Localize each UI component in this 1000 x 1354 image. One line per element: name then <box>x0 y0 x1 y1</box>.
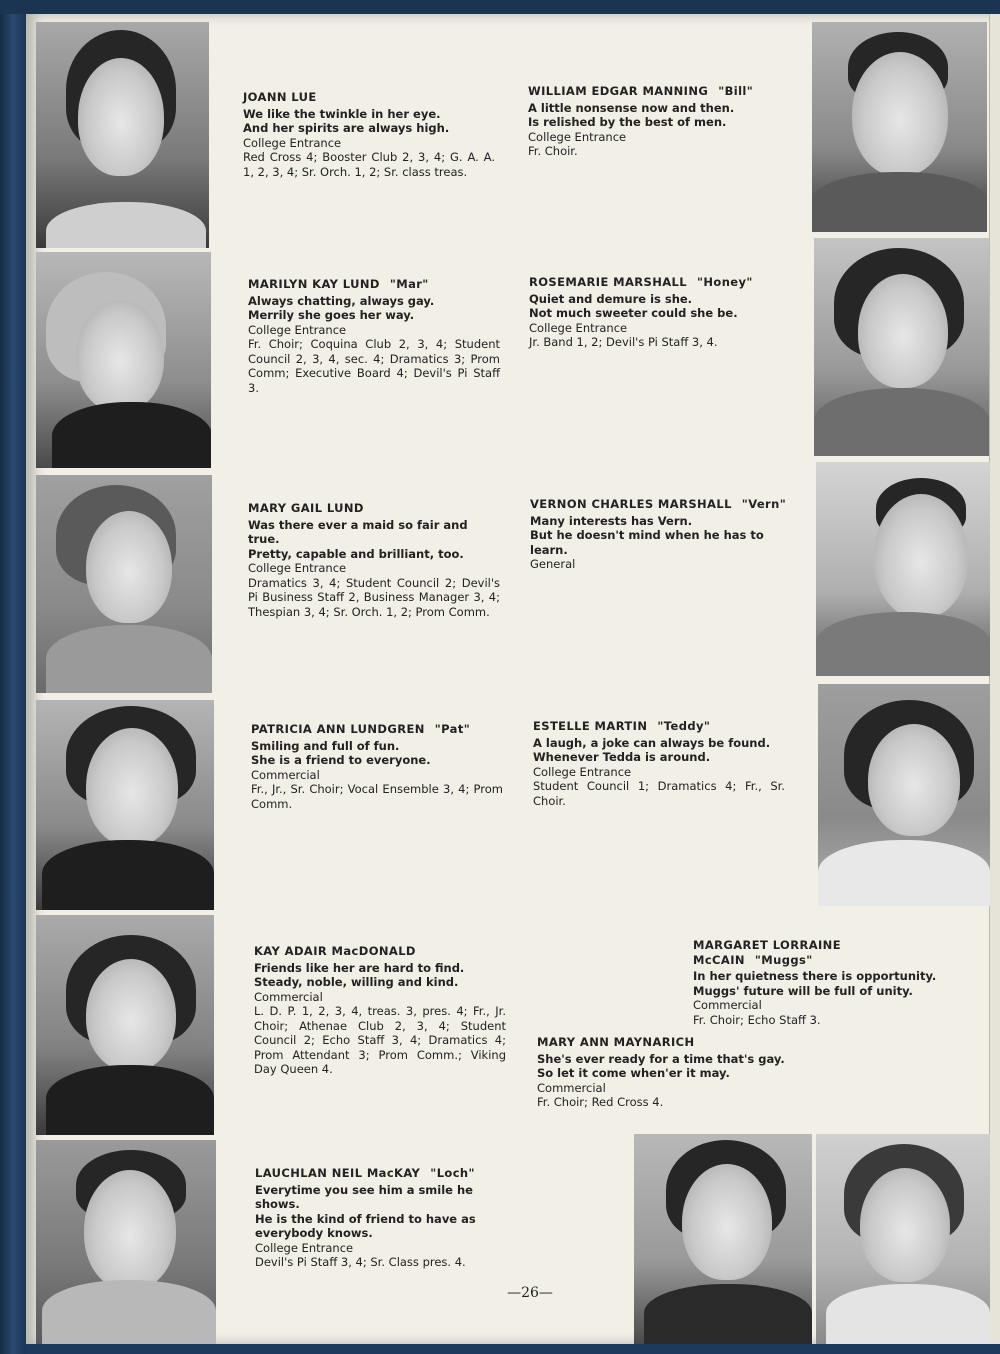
student-course: College Entrance <box>255 1240 354 1255</box>
portrait-mary-ann-maynarich <box>634 1134 812 1344</box>
student-nickname: "Bill" <box>718 84 754 98</box>
student-name: KAY ADAIR MacDONALD <box>254 944 416 958</box>
book-binding <box>0 0 26 1354</box>
student-name: LAUCHLAN NEIL MacKAY <box>255 1166 421 1180</box>
student-motto: Many interests has Vern. But he doesn't mind when he has to learn. <box>530 513 764 557</box>
portrait-kay-adair-macdonald <box>36 915 214 1135</box>
entry-estelle-martin <box>533 719 785 808</box>
portrait-lauchlan-neil-mackay <box>36 1140 216 1344</box>
student-name: MARILYN KAY LUND <box>248 277 380 291</box>
student-course: Commercial <box>251 767 320 782</box>
student-nickname: "Muggs" <box>754 952 813 967</box>
page-number: —26— <box>507 1285 553 1301</box>
entry-mary-ann-maynarich <box>537 1035 797 1110</box>
portrait-joann-lue <box>36 22 209 248</box>
student-nickname: "Vern" <box>741 497 787 511</box>
student-activities: L. D. P. 1, 2, 3, 4, treas. 3, pres. 4; Fr., Jr. Choir; Athenae Club 2, 3, 4; Student Council 2; Echo Staff 3, 4; Dramatics 4; Prom Attendant 3; Prom Comm.; Viking Day Queen 4. <box>254 1004 506 1076</box>
student-course: College Entrance <box>533 764 632 779</box>
student-activities: Fr. Choir; Coquina Club 2, 3, 4; Student Council 2, 3, 4, sec. 4; Dramatics 3; Prom Comm; Executive Board 4; Devil's Pi Staff 3. <box>248 337 500 395</box>
student-activities: Jr. Band 1, 2; Devil's Pi Staff 3, 4. <box>529 335 718 349</box>
portrait-estelle-martin <box>818 684 990 906</box>
student-activities: Devil's Pi Staff 3, 4; Sr. Class pres. 4. <box>255 1255 466 1269</box>
entry-joann-lue <box>243 90 495 179</box>
portrait-mary-gail-lund <box>36 475 212 693</box>
student-name: VERNON CHARLES MARSHALL <box>530 497 732 511</box>
student-motto: She's ever ready for a time that's gay. So let it come when'er it may. <box>537 1051 785 1080</box>
student-motto: In her quietness there is opportunity. Muggs' future will be full of unity. <box>693 969 937 998</box>
student-course: Commercial <box>693 998 762 1012</box>
student-course: College Entrance <box>248 561 347 575</box>
student-name: MARGARET LORRAINE McCAIN <box>693 938 841 967</box>
book-top-edge <box>0 0 1000 14</box>
entry-margaret-lorraine-mccain <box>693 938 955 1027</box>
student-name: MARY ANN MAYNARICH <box>537 1035 695 1049</box>
portrait-margaret-lorraine-mccain <box>816 1134 990 1344</box>
entry-patricia-ann-lundgren <box>251 722 503 811</box>
student-course: General <box>530 557 576 571</box>
student-motto: Friends like her are hard to find. Steady, noble, willing and kind. <box>254 960 465 989</box>
student-activities: Fr. Choir; Red Cross 4. <box>537 1095 664 1109</box>
student-motto: We like the twinkle in her eye. And her spirits are always high. <box>243 106 450 135</box>
student-nickname: "Loch" <box>430 1166 475 1180</box>
student-motto: Quiet and demure is she. Not much sweeter could she be. <box>529 291 738 320</box>
student-nickname: "Mar" <box>389 277 429 291</box>
student-activities: Fr., Jr., Sr. Choir; Vocal Ensemble 3, 4; Prom Comm. <box>251 782 503 811</box>
student-name: PATRICIA ANN LUNDGREN <box>251 722 425 736</box>
student-course: College Entrance <box>529 320 628 335</box>
entry-marilyn-kay-lund <box>248 277 500 395</box>
student-motto: Was there ever a maid so fair and true. Pretty, capable and brilliant, too. <box>248 517 468 561</box>
student-activities: Dramatics 3, 4; Student Council 2; Devil's Pi Business Staff 2, Business Manager 3, 4; Thespian 3, 4; Sr. Orch. 1, 2; Prom Comm. <box>248 575 500 619</box>
student-name: MARY GAIL LUND <box>248 501 364 515</box>
student-nickname: "Pat" <box>434 722 471 736</box>
entry-mary-gail-lund <box>248 501 500 619</box>
student-course: Commercial <box>537 1080 606 1095</box>
student-motto: Smiling and full of fun. She is a friend to everyone. <box>251 738 431 767</box>
student-name: JOANN LUE <box>243 90 317 104</box>
student-course: Commercial <box>254 989 323 1004</box>
student-activities: Student Council 1; Dramatics 4; Fr., Sr. Choir. <box>533 779 785 808</box>
student-motto: Always chatting, always gay. Merrily she goes her way. <box>248 293 435 322</box>
student-motto: A laugh, a joke can always be found. Whenever Tedda is around. <box>533 735 771 764</box>
student-name: WILLIAM EDGAR MANNING <box>528 84 709 98</box>
student-name: ROSEMARIE MARSHALL <box>529 275 687 289</box>
entry-vernon-charles-marshall <box>530 497 792 572</box>
portrait-marilyn-kay-lund <box>36 252 211 468</box>
entry-rosemarie-marshall <box>529 275 789 350</box>
entry-kay-adair-macdonald <box>254 944 506 1077</box>
portrait-vernon-charles-marshall <box>816 462 990 676</box>
student-nickname: "Teddy" <box>657 719 711 733</box>
next-page-edge <box>989 14 1000 1344</box>
portrait-patricia-ann-lundgren <box>36 700 214 910</box>
student-motto: Everytime you see him a smile he shows. He is the kind of friend to have as everybody knows. <box>255 1182 476 1240</box>
student-activities: Fr. Choir; Echo Staff 3. <box>693 1012 821 1027</box>
student-activities: Fr. Choir. <box>528 144 578 158</box>
student-course: College Entrance <box>528 129 627 144</box>
portrait-rosemarie-marshall <box>814 238 989 456</box>
entry-william-edgar-manning <box>528 84 788 159</box>
student-motto: A little nonsense now and then. Is relished by the best of men. <box>528 100 735 129</box>
student-activities: Red Cross 4; Booster Club 2, 3, 4; G. A. A. 1, 2, 3, 4; Sr. Orch. 1, 2; Sr. class treas. <box>243 150 495 179</box>
student-nickname: "Honey" <box>696 275 753 289</box>
portrait-william-edgar-manning <box>812 22 987 232</box>
student-name: ESTELLE MARTIN <box>533 719 648 733</box>
student-course: College Entrance <box>243 135 342 150</box>
student-course: College Entrance <box>248 322 347 337</box>
entry-lauchlan-neil-mackay <box>255 1166 517 1270</box>
